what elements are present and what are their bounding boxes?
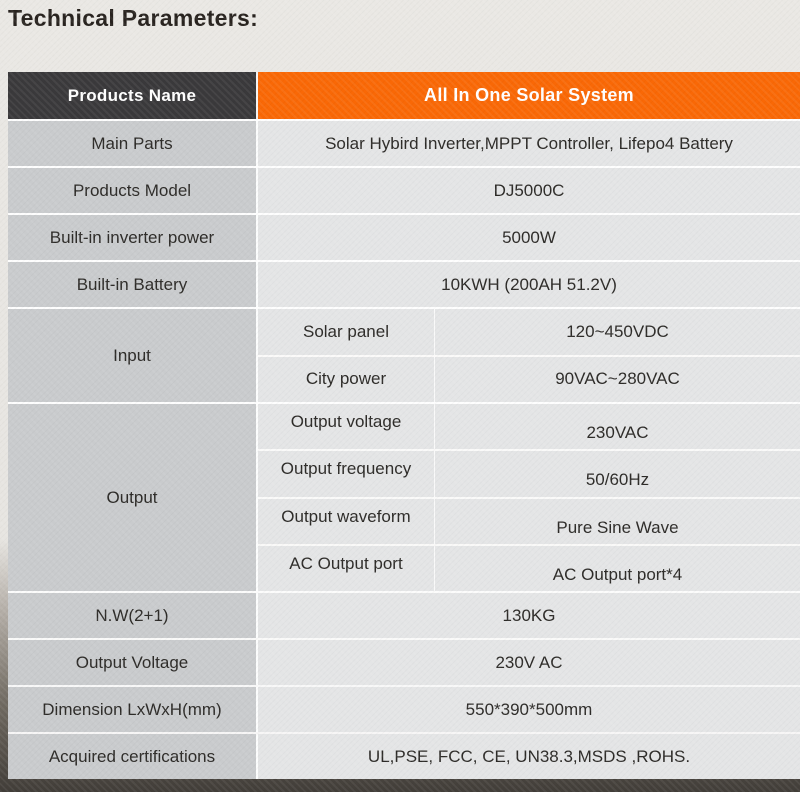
table-row-net-weight bbox=[8, 591, 800, 638]
subrow-label: City power bbox=[258, 357, 435, 403]
row-label: Output Voltage bbox=[8, 640, 258, 685]
page-title: Technical Parameters: bbox=[8, 5, 259, 31]
table-row-dimension bbox=[8, 685, 800, 732]
subrow-solar-panel bbox=[258, 309, 800, 355]
row-label: Built-in inverter power bbox=[8, 215, 258, 260]
subrow-value: AC Output port*4 bbox=[435, 546, 800, 591]
row-label: Products Model bbox=[8, 168, 258, 213]
row-label: Output bbox=[8, 404, 258, 591]
table-row-output bbox=[8, 402, 800, 591]
subrow-output-frequency bbox=[258, 449, 800, 496]
subrow-city-power bbox=[258, 355, 800, 403]
row-label: Main Parts bbox=[8, 121, 258, 166]
subrow-label: AC Output port bbox=[258, 546, 435, 591]
table-row-output-voltage bbox=[8, 638, 800, 685]
subrow-label: Output voltage bbox=[258, 404, 435, 449]
subrow-value: Pure Sine Wave bbox=[435, 499, 800, 544]
row-value: UL,PSE, FCC, CE, UN38.3,MSDS ,ROHS. bbox=[258, 734, 800, 779]
subrow-value: 120~450VDC bbox=[435, 309, 800, 355]
subrow-ac-output-port bbox=[258, 544, 800, 591]
table-row-battery bbox=[8, 260, 800, 307]
row-value: 550*390*500mm bbox=[258, 687, 800, 732]
subrow-value: 90VAC~280VAC bbox=[435, 357, 800, 403]
row-value: DJ5000C bbox=[258, 168, 800, 213]
row-value: 10KWH (200AH 51.2V) bbox=[258, 262, 800, 307]
row-label: Input bbox=[8, 309, 258, 402]
spec-table bbox=[8, 72, 800, 779]
subrow-label: Output waveform bbox=[258, 499, 435, 544]
table-row-certifications bbox=[8, 732, 800, 779]
subrow-value: 230VAC bbox=[435, 404, 800, 449]
products-name-header: Products Name bbox=[8, 72, 258, 119]
row-label: Acquired certifications bbox=[8, 734, 258, 779]
row-value: 230V AC bbox=[258, 640, 800, 685]
subrow-label: Output frequency bbox=[258, 451, 435, 496]
subrow-output-voltage bbox=[258, 404, 800, 449]
header-row bbox=[8, 72, 800, 119]
row-value: 5000W bbox=[258, 215, 800, 260]
row-label: Built-in Battery bbox=[8, 262, 258, 307]
subrow-output-waveform bbox=[258, 497, 800, 544]
row-label: N.W(2+1) bbox=[8, 593, 258, 638]
output-subrows bbox=[258, 404, 800, 591]
table-row-inverter-power bbox=[8, 213, 800, 260]
row-label: Dimension LxWxH(mm) bbox=[8, 687, 258, 732]
input-subrows bbox=[258, 309, 800, 402]
row-value: 130KG bbox=[258, 593, 800, 638]
product-title-header: All In One Solar System bbox=[258, 72, 800, 119]
row-value: Solar Hybird Inverter,MPPT Controller, Lifepo4 Battery bbox=[258, 121, 800, 166]
table-row-main-parts bbox=[8, 119, 800, 166]
table-row-products-model bbox=[8, 166, 800, 213]
subrow-value: 50/60Hz bbox=[435, 451, 800, 496]
table-row-input bbox=[8, 307, 800, 402]
subrow-label: Solar panel bbox=[258, 309, 435, 355]
